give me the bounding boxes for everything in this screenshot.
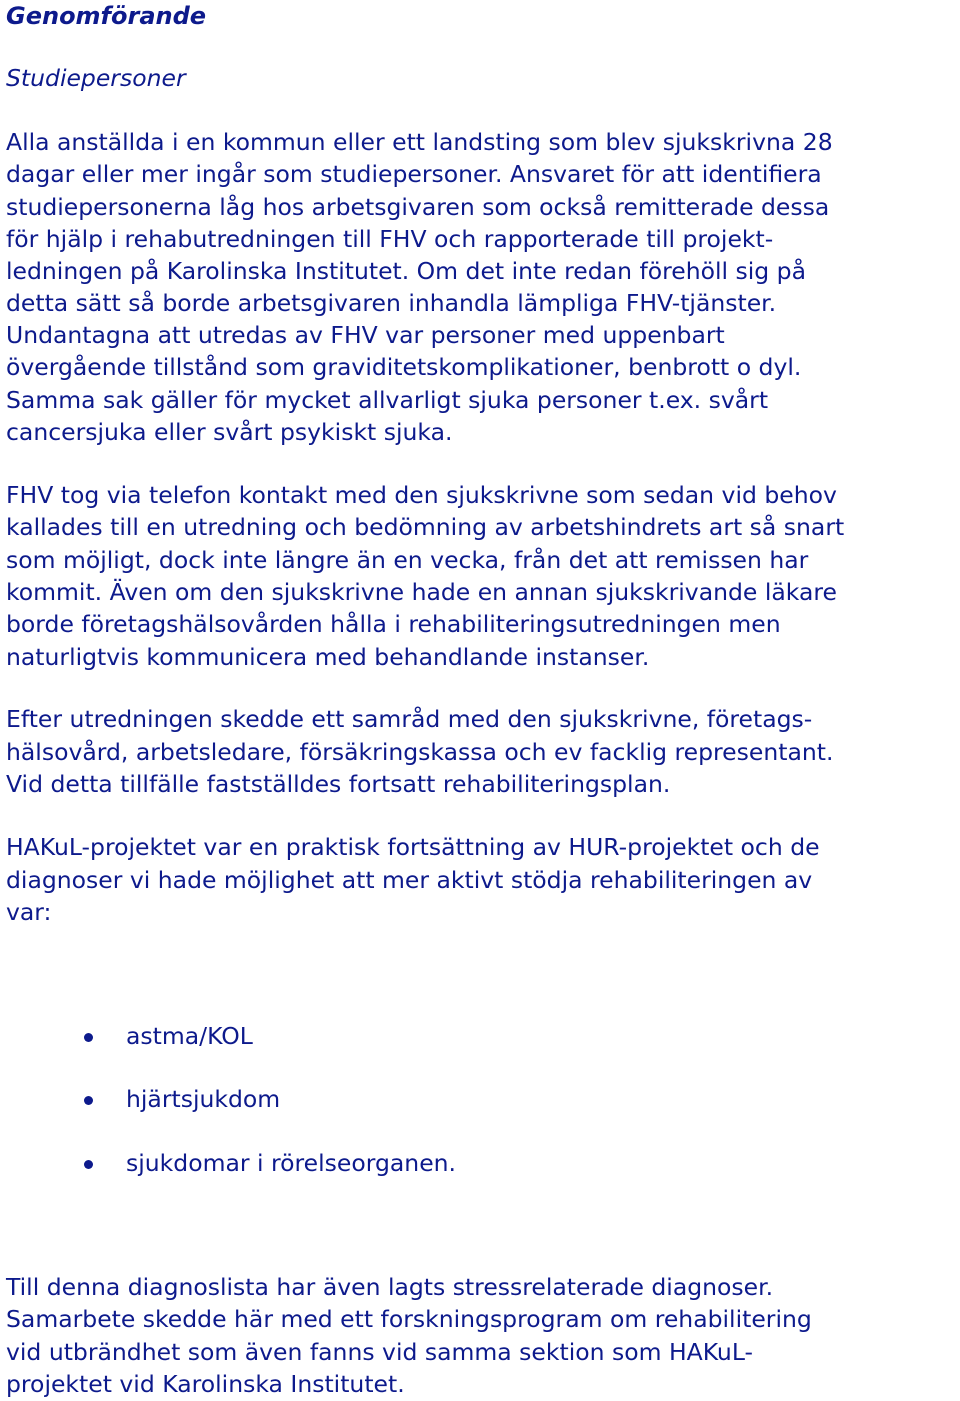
list-item-label: hjärtsjukdom [126, 1085, 281, 1113]
paragraph-line: diagnoser vi hade möjlighet att mer aktivt stödja rehabiliteringen av [6, 866, 813, 894]
paragraph-line: ledningen på Karolinska Institutet. Om det inte redan förehöll sig på [6, 257, 806, 285]
paragraph-line: för hjälp i rehabutredningen till FHV och rapporterade till projekt- [6, 225, 774, 253]
paragraph-line: kommit. Även om den sjukskrivne hade en annan sjukskrivande läkare [6, 578, 837, 606]
paragraph-line: cancersjuka eller svårt psykiskt sjuka. [6, 418, 453, 446]
bullet-icon [84, 1033, 93, 1042]
paragraph-line: Alla anställda i en kommun eller ett landsting som blev sjukskrivna 28 [6, 128, 833, 156]
list-item-label: astma/KOL [126, 1022, 253, 1050]
paragraph-line: borde företagshälsovården hålla i rehabiliteringsutredningen men [6, 610, 781, 638]
paragraph-line: Vid detta tillfälle fastställdes fortsatt rehabiliteringsplan. [6, 770, 671, 798]
paragraph-line: övergående tillstånd som graviditetskomplikationer, benbrott o dyl. [6, 353, 802, 381]
paragraph-line: Samma sak gäller för mycket allvarligt sjuka personer t.ex. svårt [6, 386, 769, 414]
paragraph-line: Undantagna att utredas av FHV var personer med uppenbart [6, 321, 725, 349]
paragraph-line: kallades till en utredning och bedömning av arbetshindrets art så snart [6, 513, 845, 541]
paragraph-line: vid utbrändhet som även fanns vid samma sektion som HAKuL- [6, 1338, 753, 1366]
paragraph-line: var: [6, 898, 52, 926]
section-heading: Genomförande [6, 2, 207, 30]
paragraph-line: FHV tog via telefon kontakt med den sjukskrivne som sedan vid behov [6, 481, 837, 509]
list-item-label: sjukdomar i rörelseorganen. [126, 1149, 457, 1177]
paragraph-line: hälsovård, arbetsledare, försäkringskassa och ev facklig representant. [6, 738, 834, 766]
section-subheading: Studiepersoner [6, 64, 186, 92]
paragraph-line: studiepersonerna låg hos arbetsgivaren som också remitterade dessa [6, 193, 830, 221]
bullet-icon [84, 1096, 93, 1105]
bullet-icon [84, 1160, 93, 1169]
paragraph-line: detta sätt så borde arbetsgivaren inhandla lämpliga FHV-tjänster. [6, 289, 777, 317]
paragraph-line: projektet vid Karolinska Institutet. [6, 1370, 405, 1398]
paragraph-line: Efter utredningen skedde ett samråd med den sjukskrivne, företags- [6, 705, 813, 733]
paragraph-line: HAKuL-projektet var en praktisk fortsättning av HUR-projektet och de [6, 833, 820, 861]
paragraph-line: dagar eller mer ingår som studiepersoner. Ansvaret för att identifiera [6, 160, 822, 188]
paragraph-line: naturligtvis kommunicera med behandlande instanser. [6, 643, 650, 671]
paragraph-line: som möjligt, dock inte längre än en vecka, från det att remissen har [6, 546, 809, 574]
paragraph-line: Till denna diagnoslista har även lagts stressrelaterade diagnoser. [6, 1273, 774, 1301]
paragraph-line: Samarbete skedde här med ett forskningsprogram om rehabilitering [6, 1305, 812, 1333]
